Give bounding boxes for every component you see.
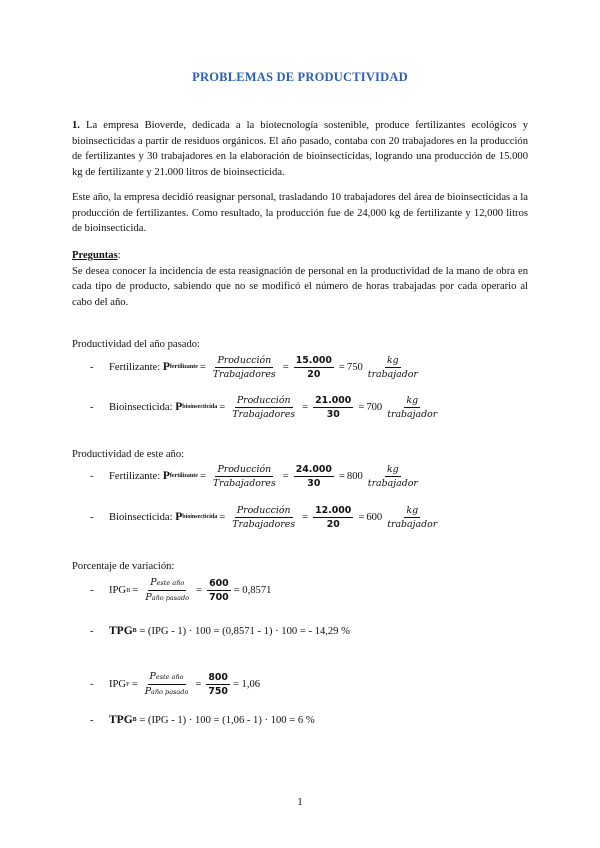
page-number: 1: [297, 796, 303, 808]
fraction-units: $\frac{kg}{\text{trabajador}}$: [387, 394, 438, 420]
tpg-b-expression: = (IPG - 1) · 100 = (0,8571 - 1) · 100 = - 14,29 %: [139, 625, 350, 637]
formula-row-this-fert: - Fertilizante: P fertilizante = $\frac{\text{Producción}}{\text{Trabajadores}}$ = $\frac{24.000}{30}$ = 800 $\frac{kg}{\text{trabajador}}$: [90, 463, 418, 489]
result-value: 800: [346, 470, 363, 482]
fraction-p-ratio: $\frac{\text{Peste año}}{\text{Paño pasado}}$: [145, 576, 190, 603]
fraction-formula: $\frac{\text{Producción}}{\text{Trabajadores}}$: [212, 463, 276, 489]
ipg-f-row: - IPG F = $\frac{\text{Peste año}}{\text{Paño pasado}}$ = $\frac{800}{750}$ = 1,06: [90, 670, 261, 697]
fraction-values: $\frac{12.000}{20}$: [315, 504, 352, 530]
ipg-b-result: = 0,8571: [233, 584, 272, 596]
paragraph-1-text: La empresa Bioverde, dedicada a la biotecnología sostenible, produce fertilizantes ecológicos y bioinsecticidas a partir de residuos orgánicos. El año pasado, contaba con 20 trabajadores en la producción de fertilizantes y 30 trabajadores en la elaboración de bioinsecticidas, logrando una producción de 15.000 kg de fertilizante y 21.000 litros de bioinsecticida.: [72, 120, 528, 178]
tpg-label: TPG: [109, 714, 133, 726]
fraction-values: $\frac{600}{700}$: [209, 577, 229, 603]
ipg-f-result: = 1,06: [232, 678, 261, 690]
fraction-values: $\frac{15.000}{20}$: [295, 354, 332, 380]
tpg-f-expression: = (IPG - 1) · 100 = (1,06 - 1) · 100 = 6 %: [139, 714, 315, 726]
label-this-bio: Bioinsecticida:: [109, 511, 173, 523]
result-value: 700: [366, 401, 383, 413]
result-value: 600: [366, 511, 383, 523]
tpg-b-row: - TPG B = (IPG - 1) · 100 = (0,8571 - 1) · 100 = - 14,29 %: [90, 625, 350, 637]
fraction-p-ratio: $\frac{\text{Peste año}}{\text{Paño pasado}}$: [144, 670, 189, 697]
section-last-year: Productividad del año pasado:: [72, 339, 200, 350]
questions-text: Se desea conocer la incidencia de esta reasignación de personal en la productividad de la mano de obra en cada tipo de producto, sabiendo que no se modificó el número de horas trabajadas por cada operario al cabo del año.: [72, 265, 528, 308]
label-last-bio: Bioinsecticida:: [109, 401, 173, 413]
fraction-values: $\frac{24.000}{30}$: [295, 463, 332, 489]
fraction-units: $\frac{kg}{\text{trabajador}}$: [367, 463, 418, 489]
fraction-formula: $\frac{\text{Producción}}{\text{Trabajadores}}$: [212, 354, 276, 380]
fraction-units: $\frac{kg}{\text{trabajador}}$: [367, 354, 418, 380]
fraction-values: $\frac{800}{750}$: [208, 671, 228, 697]
problem-paragraph-2: Este año, la empresa decidió reasignar personal, trasladando 10 trabajadores del área de bioinsecticidas a la producción de fertilizantes. Como resultado, la producción fue de 24,000 kg de fertilizante y 12,000 litros de bioinsecticida.: [72, 192, 528, 234]
ipg-b-row: - IPG B = $\frac{\text{Peste año}}{\text{Paño pasado}}$ = $\frac{600}{700}$ = 0,8571: [90, 576, 272, 603]
label-last-fert: Fertilizante:: [109, 361, 161, 373]
label-this-fert: Fertilizante:: [109, 470, 161, 482]
problem-paragraph-1: [72, 118, 528, 180]
section-this-year: Productividad de este año:: [72, 449, 185, 460]
ipg-label: IPG: [109, 678, 127, 690]
formula-row-this-bio: - Bioinsecticida: P bioinsecticida = $\frac{\text{Producción}}{\text{Trabajadores}}$ = $\frac{12.000}{20}$ = 600 $\frac{kg}{\text{trabajador}}$: [90, 504, 438, 530]
questions-label: Preguntas: [72, 250, 118, 261]
page-title: PROBLEMAS DE PRODUCTIVIDAD: [192, 70, 408, 84]
questions-block: Preguntas: Se desea conocer la incidencia de esta reasignación de personal en la productividad de la mano de obra en cada tipo de producto, sabiendo que no se modificó el número de horas trabajadas por cada operario al cabo del año.: [72, 250, 528, 308]
fraction-formula: $\frac{\text{Producción}}{\text{Trabajadores}}$: [232, 504, 296, 530]
formula-row-last-bio: - Bioinsecticida: P bioinsecticida = $\frac{\text{Producción}}{\text{Trabajadores}}$ = $\frac{21.000}{30}$ = 700 $\frac{kg}{\text{trabajador}}$: [90, 394, 438, 420]
formula-row-last-fert: - Fertilizante: P fertilizante = $\frac{\text{Producción}}{\text{Trabajadores}}$ = $\frac{15.000}{20}$ = 750 $\frac{kg}{\text{trabajador}}$: [90, 354, 418, 380]
problem-number: 1.: [72, 120, 80, 131]
fraction-values: $\frac{21.000}{30}$: [315, 394, 352, 420]
fraction-formula: $\frac{\text{Producción}}{\text{Trabajadores}}$: [232, 394, 296, 420]
tpg-label: TPG: [109, 625, 133, 637]
tpg-f-row: - TPG B = (IPG - 1) · 100 = (1,06 - 1) · 100 = 6 %: [90, 714, 315, 726]
section-variation: Porcentaje de variación:: [72, 561, 175, 572]
result-value: 750: [346, 361, 363, 373]
fraction-units: $\frac{kg}{\text{trabajador}}$: [387, 504, 438, 530]
ipg-label: IPG: [109, 584, 127, 596]
